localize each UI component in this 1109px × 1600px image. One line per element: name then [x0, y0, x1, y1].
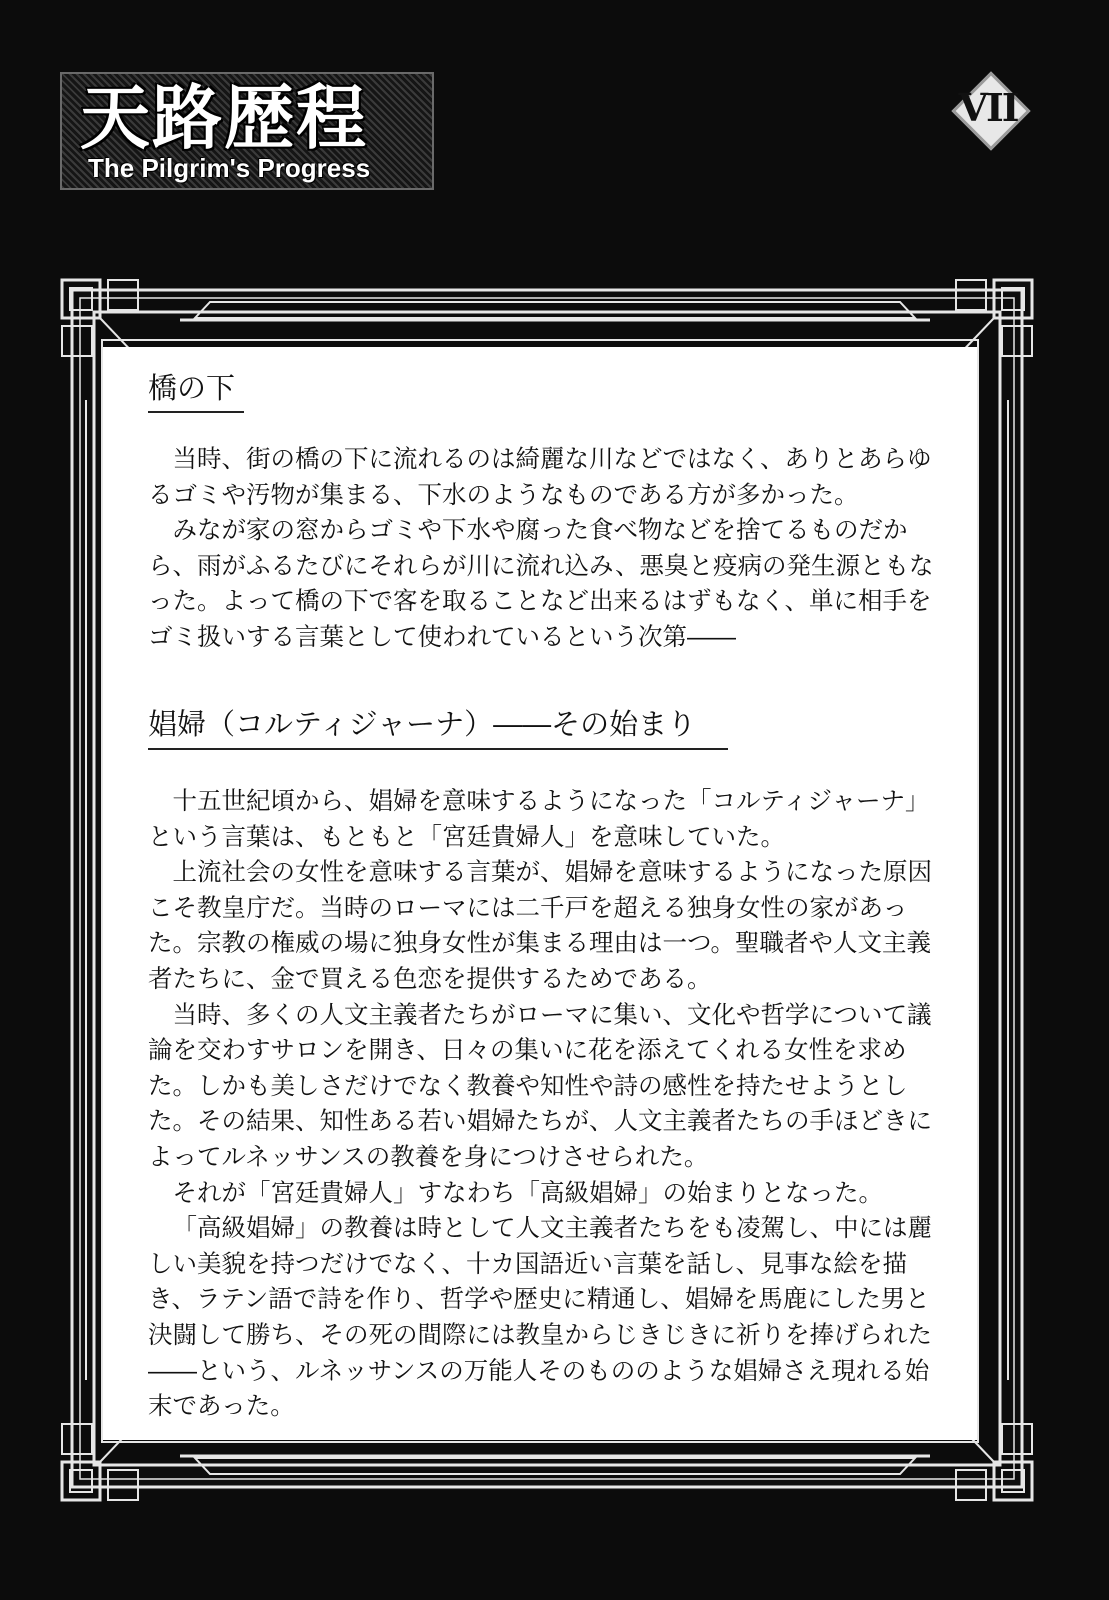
paragraph: 「高級娼婦」の教養は時として人文主義者たちをも凌駕し、中には麗しい美貌を持つだけでなく、十カ国語近い言葉を話し、見事な絵を描き、ラテン語で詩を作り、哲学や歴史に精通し、娼婦を馬鹿にした男と決闘して勝ち、その死の間際には教皇からじきじきに祈りを捧げられた――という、ルネッサンスの万能人そのもののような娼婦さえ現れる始末であった。 [148, 1213, 932, 1421]
paragraph: それが「宮廷貴婦人」すなわち「高級娼婦」の始まりとなった。 [172, 1177, 883, 1207]
paragraph: 十五世紀頃から、娼婦を意味するようになった「コルティジャーナ」という言葉は、もともと「宮廷貴婦人」を意味していた。 [148, 786, 930, 851]
paragraph: 上流社会の女性を意味する言葉が、娼婦を意味するようになった原因こそ教皇庁だ。当時のローマには二千戸を超える独身女性の家があった。宗教の権威の場に独身女性が集まる理由は一つ。聖職者や人文主義者たちに、金で買える色恋を提供するためである。 [148, 857, 932, 993]
logo-title-english: The Pilgrim's Progress [88, 153, 371, 183]
paragraph: みなが家の窓からゴミや下水や腐った食べ物などを捨てるものだから、雨がふるたびにそれらが川に流れ込み、悪臭と疫病の発生源ともなった。よって橋の下で客を取ることなど出来るはずもなく、単に相手をゴミ扱いする言葉として使われているという次第―― [148, 515, 934, 651]
paragraph: 当時、街の橋の下に流れるのは綺麗な川などではなく、ありとあらゆるゴミや汚物が集まる、下水のようなものである方が多かった。 [148, 444, 932, 509]
logo-title-japanese: 天路歴程 [80, 77, 368, 159]
heading-underline [148, 748, 728, 750]
section-heading-under-bridge: 橋の下 [148, 371, 236, 405]
section-body-under-bridge [148, 441, 948, 655]
text-panel [103, 347, 977, 1440]
section-heading-courtesan: 娼婦（コルティジャーナ）――その始まり [148, 707, 697, 741]
section-body-courtesan [148, 783, 948, 1424]
paragraph: 当時、多くの人文主義者たちがローマに集い、文化や哲学について議論を交わすサロンを開き、日々の集いに花を添えてくれる女性を求めた。しかも美しさだけでなく教養や知性や詩の感性を持たせようとした。その結果、知性ある若い娼婦たちが、人文主義者たちの手ほどきによってルネッサンスの教養を身につけさせられた。 [148, 999, 932, 1171]
heading-underline [148, 411, 244, 413]
chapter-number: VII [958, 85, 1018, 130]
